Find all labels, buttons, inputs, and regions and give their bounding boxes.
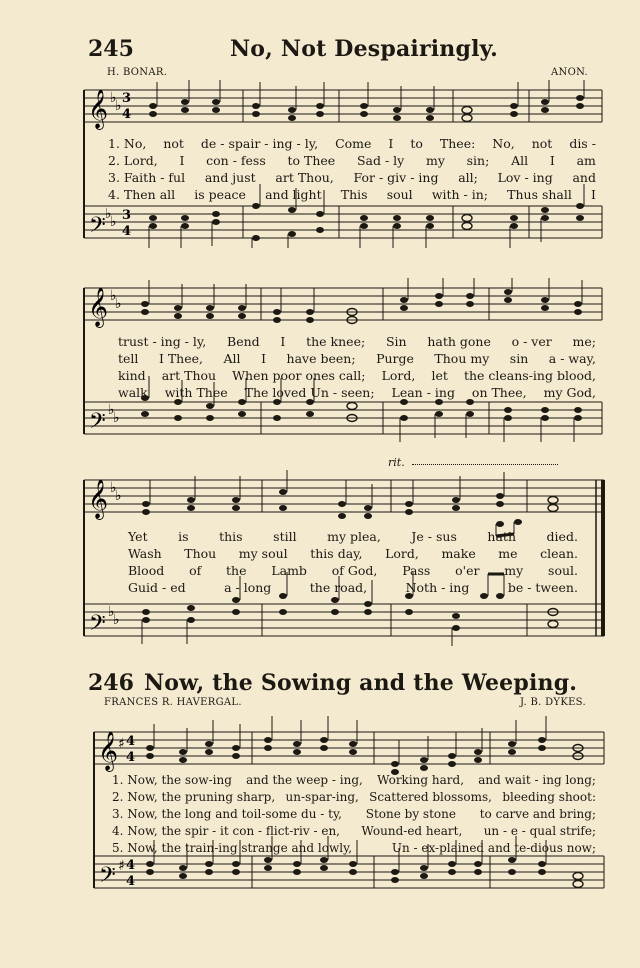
verse-line-1: Yet is this still my plea, Je - sus hath died. (128, 529, 578, 544)
treble-clef-icon: 𝄞 (88, 479, 109, 519)
composer-credit: ANON. (551, 67, 588, 78)
svg-text:♯: ♯ (118, 858, 125, 874)
verse-line-1: trust - ing - ly, Bend I the knee; Sin hath gone o - ver me; (118, 334, 596, 349)
music-system-3 (0, 470, 640, 650)
svg-text:♭: ♭ (110, 288, 117, 304)
verse-line-3: Blood of the Lamb of God, Pass o'er my soul. (128, 563, 578, 578)
music-system-2 (0, 278, 640, 448)
svg-text:♭: ♭ (115, 488, 122, 504)
verse-line-4: walk with Thee The loved Un - seen; Lean - ing on Thee, my God, (118, 385, 596, 400)
music-system-1 (0, 80, 640, 250)
verse-line-1: 1. No, not de - spair - ing - ly, Come I to Thee: No, not dis - (108, 136, 596, 151)
verse-line-4: Guid - ed a - long the road, Noth - ing be - tween. (128, 580, 578, 595)
verse-line-3: 3. Now, the long and toil-some du - ty, Stone by stone to carve and bring; (112, 807, 596, 821)
hymn-number: 245 (88, 36, 134, 62)
rit-dotted-line (412, 464, 558, 465)
svg-text:♭: ♭ (113, 410, 120, 426)
verse-line-3: 3. Faith - ful and just art Thou, For - giv - ing all; Lov - ing and (108, 170, 596, 185)
svg-text:3: 3 (122, 208, 132, 223)
treble-clef-icon: 𝄞 (88, 89, 109, 129)
hymn-number: 246 (88, 670, 134, 696)
svg-text:♭: ♭ (108, 604, 115, 620)
verse-lyrics (108, 135, 596, 203)
verse-lyrics (118, 333, 596, 401)
treble-clef-icon: 𝄞 (88, 287, 109, 327)
svg-text:♯: ♯ (118, 736, 125, 752)
bass-clef-icon: 𝄢 (89, 213, 106, 243)
author-credit: H. BONAR. (107, 67, 168, 78)
svg-text:♭: ♭ (110, 90, 117, 106)
author-credit: FRANCES R. HAVERGAL. (104, 697, 242, 708)
verse-line-4: 4. Now, the spir - it con - flict-riv - en, Wound-ed heart, un - e - qual strife; (112, 824, 596, 838)
bass-clef-icon: 𝄢 (89, 611, 106, 641)
verse-line-2: 2. Now, the pruning sharp, un-spar-ing, Scattered blossoms, bleeding shoot: (112, 790, 596, 804)
svg-text:♭: ♭ (105, 206, 112, 222)
verse-line-5: 5. Now, the train-ing strange and lowly, Un - ex-plained and te-dious now; (112, 841, 596, 855)
verse-line-2: tell I Thee, All I have been; Purge Thou my sin a - way, (118, 351, 596, 366)
svg-text:4: 4 (126, 734, 136, 749)
svg-text:3: 3 (122, 91, 132, 106)
svg-text:4: 4 (126, 858, 136, 873)
verse-line-2: 2. Lord, I con - fess to Thee Sad - ly my sin; All I am (108, 153, 596, 168)
svg-text:4: 4 (122, 107, 132, 122)
svg-text:♭: ♭ (115, 296, 122, 312)
treble-clef-icon: 𝄞 (98, 731, 119, 771)
verse-lyrics (128, 528, 578, 596)
svg-text:♭: ♭ (113, 612, 120, 628)
verse-lyrics (112, 772, 596, 857)
bass-clef-icon: 𝄢 (89, 409, 106, 439)
ritardando-marking: rit. (388, 456, 405, 469)
svg-text:4: 4 (126, 750, 136, 765)
svg-text:4: 4 (126, 874, 136, 889)
svg-text:♭: ♭ (110, 214, 117, 230)
composer-credit: J. B. DYKES. (520, 697, 586, 708)
hymn-title: No, Not Despairingly. (230, 36, 498, 62)
verse-line-2: Wash Thou my soul this day, Lord, make me clean. (128, 546, 578, 561)
verse-line-3: kind art Thou When poor ones call; Lord, let the cleans-ing blood, (118, 368, 596, 383)
svg-text:4: 4 (122, 224, 132, 239)
verse-line-4: 4. Then all is peace and light This soul with - in; Thus shall I (108, 187, 596, 202)
hymn-title: Now, the Sowing and the Weeping. (144, 670, 578, 696)
bass-clef-icon: 𝄢 (99, 863, 116, 890)
svg-text:♭: ♭ (108, 402, 115, 418)
svg-text:♭: ♭ (115, 98, 122, 114)
verse-line-1: 1. Now, the sow-ing and the weep - ing, Working hard, and wait - ing long; (112, 773, 596, 787)
music-system-4 (0, 710, 640, 890)
svg-text:♭: ♭ (110, 480, 117, 496)
